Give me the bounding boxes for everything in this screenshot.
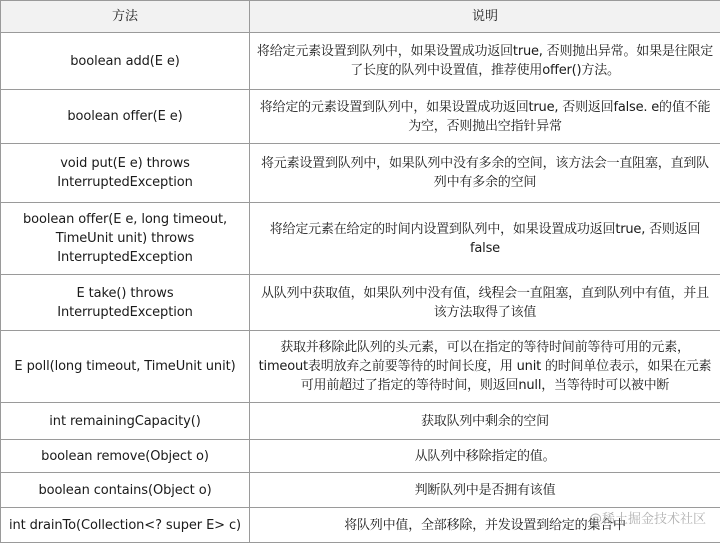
table-header-row <box>1 1 720 33</box>
method-cell: E take() throws InterruptedException <box>1 275 250 331</box>
table-row <box>1 144 720 203</box>
method-cell: int remainingCapacity() <box>1 403 250 440</box>
description-cell: 将给定元素在给定的时间内设置到队列中，如果设置成功返回true, 否则返回false <box>250 203 720 275</box>
description-cell: 获取并移除此队列的头元素，可以在指定的等待时间前等待可用的元素，timeout表明放弃之前要等待的时间长度，用 unit 的时间单位表示，如果在元素可用前超过了指定的等待时间，则返回null，当等待时可以被中断 <box>250 331 720 403</box>
description-cell: 从队列中获取值，如果队列中没有值，线程会一直阻塞，直到队列中有值，并且该方法取得了该值 <box>250 275 720 331</box>
table-row <box>1 331 720 403</box>
method-cell: boolean offer(E e) <box>1 90 250 144</box>
description-cell: 判断队列中是否拥有该值 <box>250 473 720 508</box>
description-cell: 将给定元素设置到队列中，如果设置成功返回true, 否则抛出异常。如果是往限定了长度的队列中设置值，推荐使用offer()方法。 <box>250 33 720 90</box>
table-row <box>1 440 720 473</box>
description-cell: 从队列中移除指定的值。 <box>250 440 720 473</box>
method-cell: boolean contains(Object o) <box>1 473 250 508</box>
method-cell: void put(E e) throws InterruptedException <box>1 144 250 203</box>
description-cell: 将给定的元素设置到队列中，如果设置成功返回true, 否则返回false. e的值不能为空，否则抛出空指针异常 <box>250 90 720 144</box>
description-cell: 获取队列中剩余的空间 <box>250 403 720 440</box>
method-cell: E poll(long timeout, TimeUnit unit) <box>1 331 250 403</box>
table-row <box>1 203 720 275</box>
method-cell: boolean add(E e) <box>1 33 250 90</box>
watermark-text: @稀土掘金技术社区 <box>589 508 706 527</box>
header-method: 方法 <box>1 1 250 33</box>
method-cell: boolean remove(Object o) <box>1 440 250 473</box>
table-row <box>1 473 720 508</box>
table-row <box>1 403 720 440</box>
header-description: 说明 <box>250 1 720 33</box>
table-row <box>1 275 720 331</box>
method-cell: boolean offer(E e, long timeout, TimeUnit unit) throws InterruptedException <box>1 203 250 275</box>
description-cell: 将元素设置到队列中，如果队列中没有多余的空间，该方法会一直阻塞，直到队列中有多余的空间 <box>250 144 720 203</box>
description-cell: 将队列中值，全部移除，并发设置到给定的集合中 <box>250 508 720 543</box>
method-cell: int drainTo(Collection<? super E> c) <box>1 508 250 543</box>
table-row <box>1 90 720 144</box>
table-row <box>1 33 720 90</box>
